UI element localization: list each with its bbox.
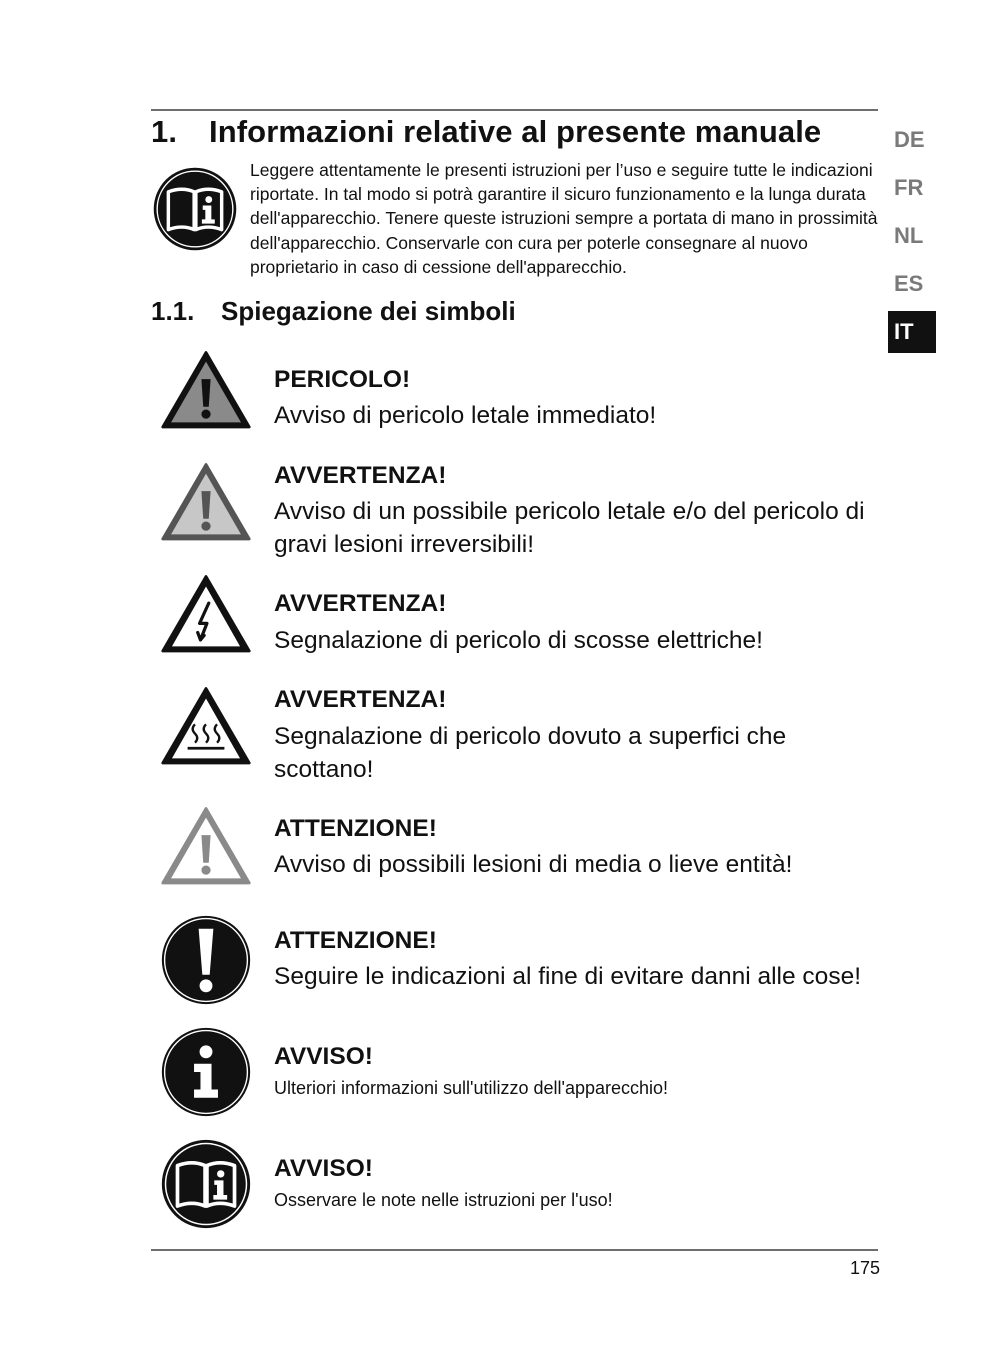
symbol-title: AVVISO! [274, 1155, 373, 1182]
caution-triangle-icon [160, 802, 252, 894]
info-circle-icon [160, 1026, 252, 1118]
exclamation-circle-icon [160, 914, 252, 1006]
top-rule [151, 109, 878, 111]
symbol-title: AVVERTENZA! [274, 686, 447, 713]
intro-paragraph: Leggere attentamente le presenti istruzioni per l’uso e seguire tutte le indicazioni riportate. In tal modo si potrà garantire il sicuro funzionamento e la lunga durata dell'apparecchio. Tenere queste istruzioni sempre a portata di mano in prossimità dell'apparecchio. Conservarle con cura per poterle consegnare al nuovo proprietario in caso di cessione dell'apparecchio. [250, 160, 878, 277]
symbol-title: ATTENZIONE! [274, 815, 437, 842]
symbol-description: Seguire le indicazioni al fine di evitare danni alle cose! [274, 963, 861, 990]
symbol-title: AVVERTENZA! [274, 590, 447, 617]
symbol-description: Avviso di un possibile pericolo letale e/o del pericolo di gravi lesioni irreversibili! [274, 498, 865, 558]
bottom-rule [151, 1249, 878, 1251]
hot-surface-icon [160, 682, 252, 774]
chapter-title: Informazioni relative al presente manuale [209, 114, 822, 149]
symbol-description: Osservare le note nelle istruzioni per l'uso! [274, 1190, 613, 1210]
lang-tab-de[interactable]: DE [894, 127, 925, 152]
lang-tab-it[interactable]: IT [888, 311, 936, 353]
warning-triangle-light-icon [160, 458, 252, 550]
lang-tab-es[interactable]: ES [894, 271, 924, 296]
symbol-description: Avviso di possibili lesioni di media o lieve entità! [274, 851, 793, 878]
lang-tab-fr[interactable]: FR [894, 175, 924, 200]
symbol-title: AVVERTENZA! [274, 462, 447, 489]
manual-info-icon [152, 166, 238, 252]
symbol-title: ATTENZIONE! [274, 927, 437, 954]
symbol-description: Segnalazione di pericolo dovuto a superfici che scottano! [274, 723, 787, 783]
symbol-description: Segnalazione di pericolo di scosse elettriche! [274, 627, 763, 654]
symbol-description: Avviso di pericolo letale immediato! [274, 402, 657, 429]
lang-tab-nl[interactable]: NL [894, 223, 924, 248]
section-number: 1.1. [151, 296, 195, 326]
electric-shock-icon [160, 570, 252, 662]
manual-info-icon [160, 1138, 252, 1230]
section-title: Spiegazione dei simboli [221, 296, 516, 326]
warning-triangle-dark-icon [160, 346, 252, 438]
symbol-title: PERICOLO! [274, 366, 411, 393]
page-number: 175 [849, 1258, 880, 1278]
section-heading [151, 296, 516, 327]
chapter-number: 1. [151, 114, 178, 149]
symbol-title: AVVISO! [274, 1043, 373, 1070]
chapter-heading [151, 114, 821, 150]
symbol-description: Ulteriori informazioni sull'utilizzo dell'apparecchio! [274, 1078, 669, 1098]
